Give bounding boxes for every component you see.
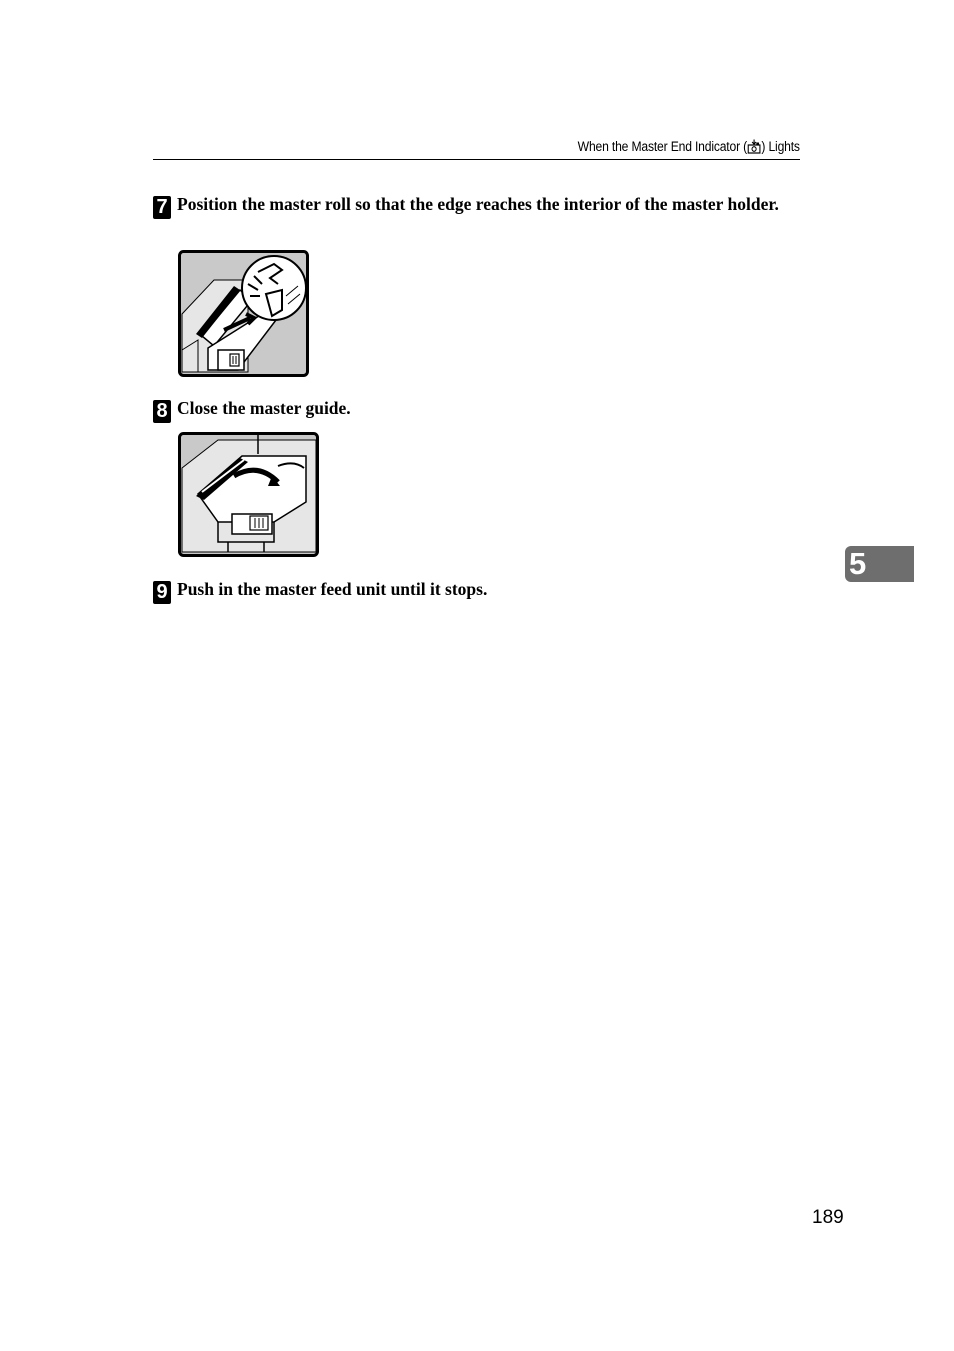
header-title [578, 139, 800, 154]
step-number: 7 [153, 196, 171, 219]
header-title-prefix: When the Master End Indicator ( [577, 139, 748, 154]
step-8 [153, 398, 800, 422]
step-text: Push in the master feed unit until it stops. [177, 579, 488, 599]
step-number: 8 [153, 400, 171, 423]
step-number: 9 [153, 581, 171, 604]
master-end-indicator-icon [747, 139, 761, 154]
master-guide-illustration [178, 432, 319, 557]
step-9 [153, 579, 800, 603]
page-number: 189 [812, 1207, 844, 1228]
chapter-number: 5 [849, 546, 867, 581]
running-header [153, 138, 800, 160]
chapter-tab [845, 546, 914, 582]
master-roll-illustration [178, 250, 309, 377]
step-7 [153, 194, 800, 218]
header-title-suffix: ) Lights [761, 139, 800, 154]
step-text: Close the master guide. [177, 398, 351, 418]
step-text: Position the master roll so that the edge reaches the interior of the master holder. [177, 194, 779, 214]
